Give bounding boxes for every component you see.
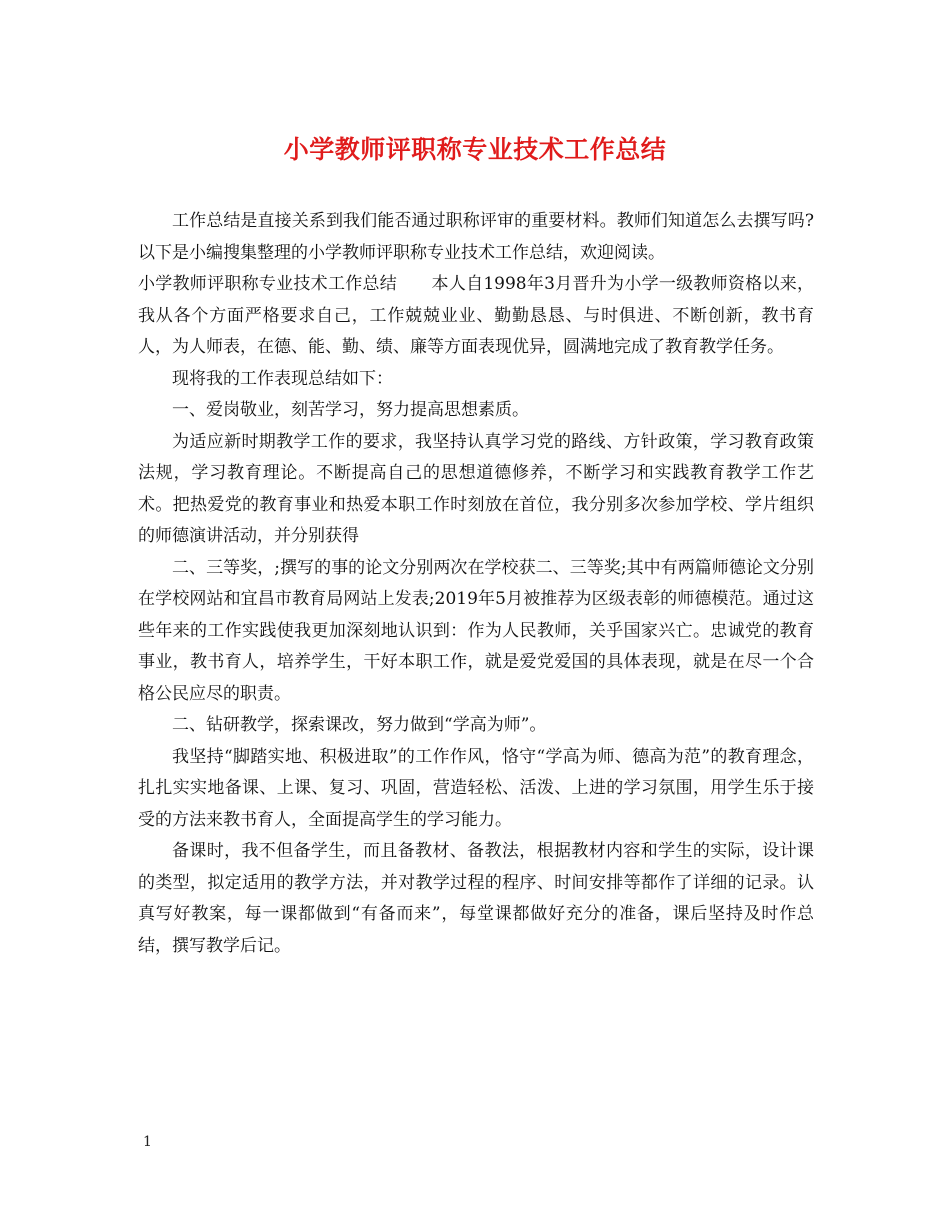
page-number: 1 xyxy=(143,1134,152,1150)
section-heading: 二、钻研教学，探索课改，努力做到“学高为师”。 xyxy=(172,715,547,735)
document-title: 小学教师评职称专业技术工作总结 xyxy=(283,135,667,164)
paragraph: 我坚持“脚踏实地、积极进取”的工作作风，恪守“学高为师、德高为范”的教育理念，扎扎实实地备课、上课、复习、巩固，营造轻松、活泼、上进的学习氛围，用学生乐于接受的方法来教书育人，全面提高学生的学习能力。 xyxy=(138,746,814,830)
section-heading: 一、爱岗敬业，刻苦学习，努力提高思想素质。 xyxy=(172,400,529,420)
paragraph: 二、三等奖，;撰写的事的论文分别两次在学校获二、三等奖;其中有两篇师德论文分别在学校网站和宜昌市教育局网站上发表;2019年5月被推荐为区级表彰的师德模范。通过这些年来的工作实践使我更加深刻地认识到：作为人民教师，关乎国家兴亡。忠诚党的教育事业，教书育人，培养学生，干好本职工作，就是爱党爱国的具体表现，就是在尽一个合格公民应尽的职责。 xyxy=(138,557,814,704)
paragraph: 小学教师评职称专业技术工作总结 本人自1998年3月晋升为小学一级教师资格以来，我从各个方面严格要求自己，工作兢兢业业、勤勤恳恳、与时俱进、不断创新，教书育人，为人师表，在德、能、勤、绩、廉等方面表现优异，圆满地完成了教育教学任务。 xyxy=(138,274,814,357)
paragraph: 备课时，我不但备学生，而且备教材、备教法，根据教材内容和学生的实际，设计课的类型，拟定适用的教学方法，并对教学过程的程序、时间安排等都作了详细的记录。认真写好教案，每一课都做到“有备而来”，每堂课都做好充分的准备，课后坚持及时作总结，撰写教学后记。 xyxy=(138,841,814,956)
paragraph: 为适应新时期教学工作的要求，我坚持认真学习党的路线、方针政策，学习教育政策法规，学习教育理论。不断提高自己的思想道德修养，不断学习和实践教育教学工作艺术。把热爱党的教育事业和热爱本职工作时刻放在首位，我分别多次参加学校、学片组织的师德演讲活动，并分别获得 xyxy=(138,431,814,546)
paragraph: 现将我的工作表现总结如下： xyxy=(172,368,393,389)
paragraph: 工作总结是直接关系到我们能否通过职称评审的重要材料。教师们知道怎么去撰写吗?以下是小编搜集整理的小学教师评职称专业技术工作总结，欢迎阅读。 xyxy=(138,211,814,263)
document-body xyxy=(138,206,814,962)
